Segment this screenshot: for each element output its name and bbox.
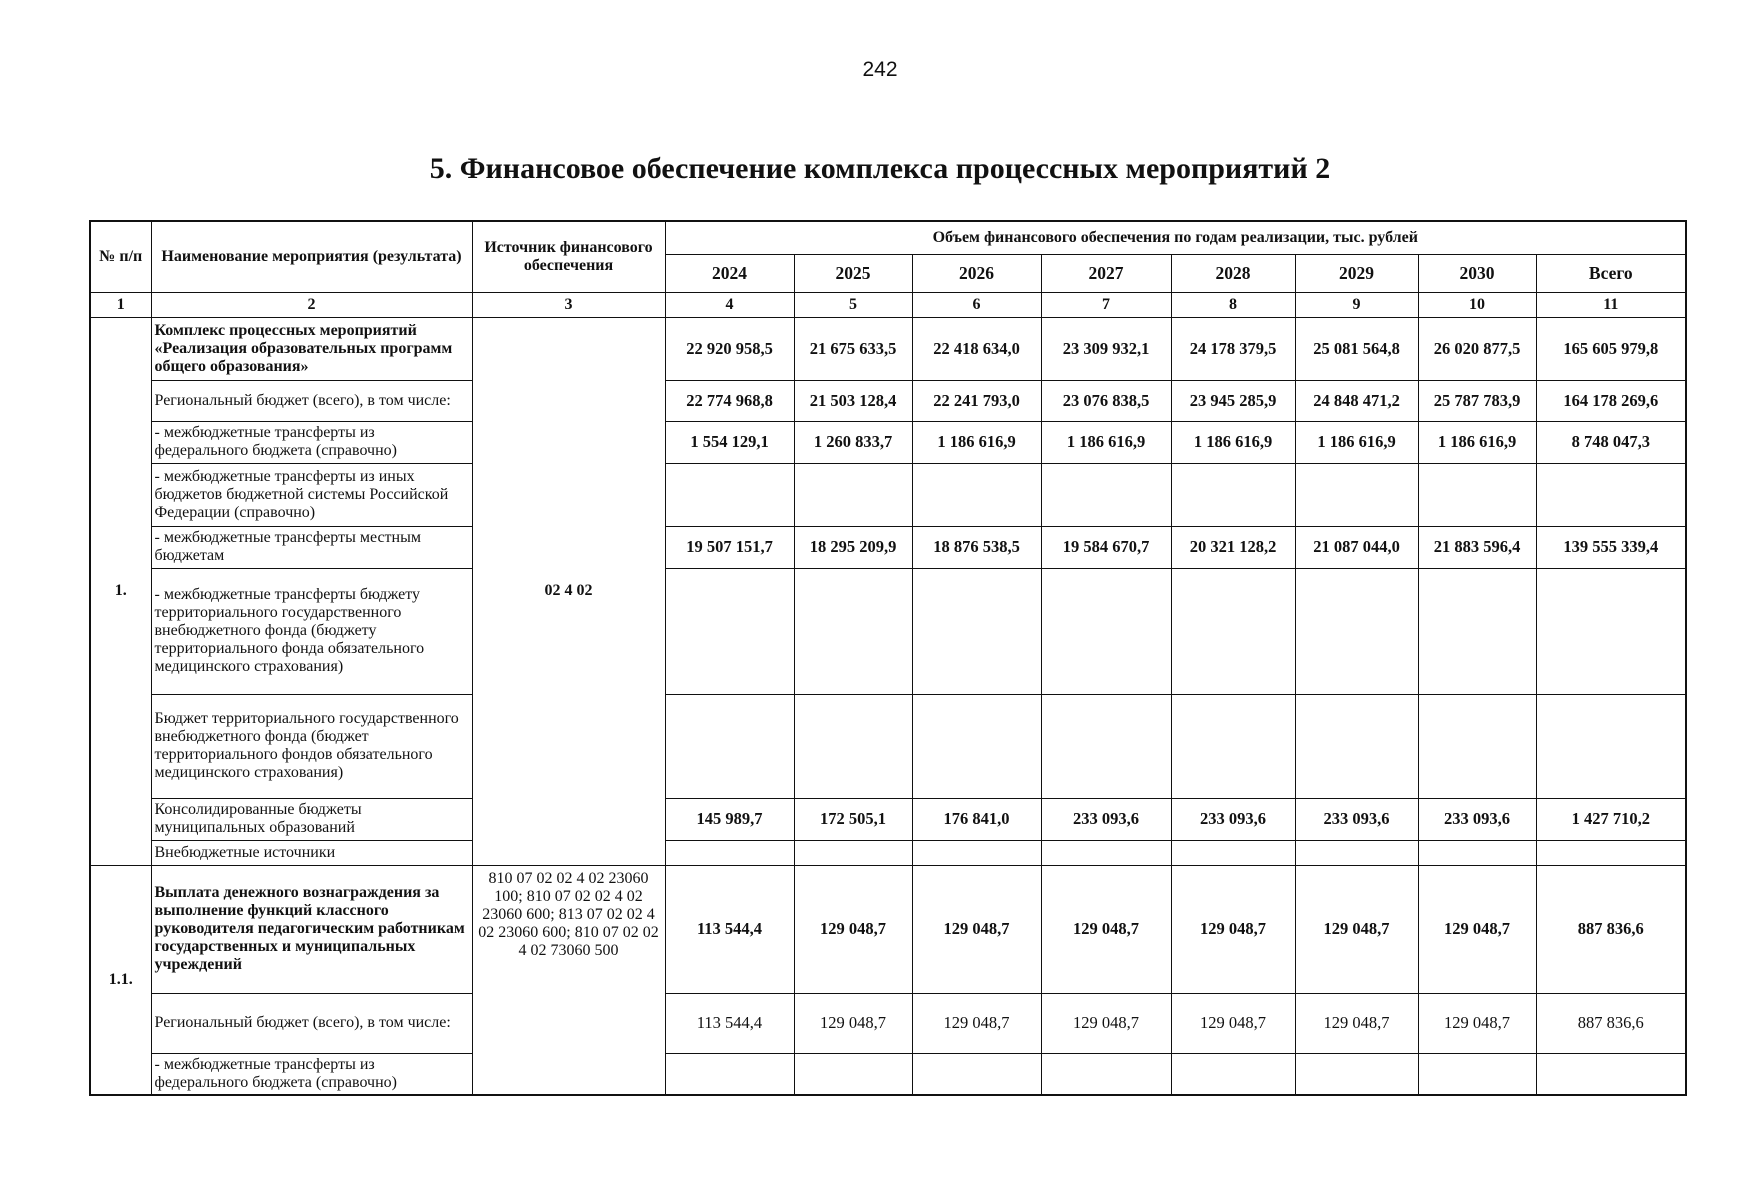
total-value — [1536, 694, 1686, 798]
row-number: 1. — [90, 317, 151, 865]
year-value: 129 048,7 — [1418, 993, 1536, 1053]
year-value — [912, 840, 1041, 865]
year-value: 26 020 877,5 — [1418, 317, 1536, 380]
year-value — [1171, 568, 1295, 694]
year-value: 20 321 128,2 — [1171, 526, 1295, 568]
activity-name: Консолидированные бюджеты муниципальных образований — [151, 798, 472, 840]
year-value: 24 848 471,2 — [1295, 380, 1418, 421]
year-value: 113 544,4 — [665, 993, 794, 1053]
year-value — [1295, 1053, 1418, 1095]
column-number: 5 — [794, 292, 912, 317]
year-value: 129 048,7 — [1171, 993, 1295, 1053]
funding-source: 810 07 02 02 4 02 23060 100; 810 07 02 02 4 02 23060 600; 813 07 02 02 4 02 23060 600; 810 07 02 02 4 02 73060 500 — [472, 865, 665, 1095]
total-value: 887 836,6 — [1536, 993, 1686, 1053]
year-value: 113 544,4 — [665, 865, 794, 993]
year-value: 21 087 044,0 — [1295, 526, 1418, 568]
header-name: Наименование мероприятия (результата) — [151, 221, 472, 292]
year-value: 1 186 616,9 — [1418, 421, 1536, 463]
year-value: 19 507 151,7 — [665, 526, 794, 568]
year-value — [1418, 840, 1536, 865]
header-source: Источник финансового обеспечения — [472, 221, 665, 292]
year-value — [912, 568, 1041, 694]
activity-name: Региональный бюджет (всего), в том числе: — [151, 993, 472, 1053]
year-value — [665, 568, 794, 694]
column-number: 11 — [1536, 292, 1686, 317]
table-row — [90, 865, 1686, 993]
year-value: 23 076 838,5 — [1041, 380, 1171, 421]
year-value: 18 295 209,9 — [794, 526, 912, 568]
funding-source: 02 4 02 — [472, 317, 665, 865]
year-value — [912, 694, 1041, 798]
activity-name: - межбюджетные трансферты из иных бюджетов бюджетной системы Российской Федерации (справочно) — [151, 463, 472, 526]
year-value: 1 554 129,1 — [665, 421, 794, 463]
year-value: 21 503 128,4 — [794, 380, 912, 421]
year-value: 22 241 793,0 — [912, 380, 1041, 421]
header-year: 2026 — [912, 254, 1041, 292]
year-value — [1041, 694, 1171, 798]
year-value: 25 787 783,9 — [1418, 380, 1536, 421]
year-value: 129 048,7 — [794, 993, 912, 1053]
year-value — [1041, 1053, 1171, 1095]
activity-name: Выплата денежного вознаграждения за выполнение функций классного руководителя педагогическим работникам государственных и муниципальных учреждений — [151, 865, 472, 993]
year-value — [1295, 840, 1418, 865]
header-year: 2028 — [1171, 254, 1295, 292]
year-value — [665, 694, 794, 798]
year-value — [794, 463, 912, 526]
year-value: 22 418 634,0 — [912, 317, 1041, 380]
year-value: 233 093,6 — [1418, 798, 1536, 840]
year-value — [1171, 694, 1295, 798]
header-num: № п/п — [90, 221, 151, 292]
year-value — [794, 568, 912, 694]
year-value: 172 505,1 — [794, 798, 912, 840]
year-value: 233 093,6 — [1041, 798, 1171, 840]
page-title: 5. Финансовое обеспечение комплекса процессных мероприятий 2 — [429, 152, 1331, 185]
total-value — [1536, 463, 1686, 526]
year-value: 1 186 616,9 — [1171, 421, 1295, 463]
total-value: 164 178 269,6 — [1536, 380, 1686, 421]
year-value: 1 260 833,7 — [794, 421, 912, 463]
year-value: 129 048,7 — [1418, 865, 1536, 993]
year-value — [1041, 568, 1171, 694]
table-row — [90, 463, 1686, 526]
activity-name: Региональный бюджет (всего), в том числе: — [151, 380, 472, 421]
year-value: 129 048,7 — [794, 865, 912, 993]
activity-name: Бюджет территориального государственного внебюджетного фонда (бюджет территориального фондов обязательного медицинского страхования) — [151, 694, 472, 798]
year-value — [794, 1053, 912, 1095]
total-value: 8 748 047,3 — [1536, 421, 1686, 463]
year-value — [794, 840, 912, 865]
year-value — [665, 1053, 794, 1095]
year-value — [1418, 694, 1536, 798]
table-row — [90, 526, 1686, 568]
year-value — [912, 1053, 1041, 1095]
year-value — [665, 840, 794, 865]
total-value: 139 555 339,4 — [1536, 526, 1686, 568]
column-number: 8 — [1171, 292, 1295, 317]
table-row — [90, 1053, 1686, 1095]
year-value: 233 093,6 — [1171, 798, 1295, 840]
year-value — [1418, 1053, 1536, 1095]
year-value — [1171, 840, 1295, 865]
header-year: 2030 — [1418, 254, 1536, 292]
total-value — [1536, 840, 1686, 865]
year-value — [1295, 694, 1418, 798]
year-value: 22 774 968,8 — [665, 380, 794, 421]
year-value: 18 876 538,5 — [912, 526, 1041, 568]
year-value: 129 048,7 — [1295, 993, 1418, 1053]
total-value — [1536, 568, 1686, 694]
year-value: 22 920 958,5 — [665, 317, 794, 380]
financing-table — [89, 220, 1687, 1096]
year-value — [912, 463, 1041, 526]
year-value: 129 048,7 — [1041, 993, 1171, 1053]
year-value: 145 989,7 — [665, 798, 794, 840]
year-value — [794, 694, 912, 798]
table-row — [90, 317, 1686, 380]
column-number: 10 — [1418, 292, 1536, 317]
year-value: 129 048,7 — [912, 993, 1041, 1053]
row-number: 1.1. — [90, 865, 151, 1095]
year-value: 129 048,7 — [1171, 865, 1295, 993]
activity-name: - межбюджетные трансферты из федерального бюджета (справочно) — [151, 1053, 472, 1095]
year-value: 23 309 932,1 — [1041, 317, 1171, 380]
column-number: 2 — [151, 292, 472, 317]
year-value: 129 048,7 — [912, 865, 1041, 993]
page-number: 242 — [862, 58, 898, 81]
activity-name: - межбюджетные трансферты бюджету территориального государственного внебюджетного фонда (бюджету территориального фонда обязательного медицинского страхования) — [151, 568, 472, 694]
year-value: 176 841,0 — [912, 798, 1041, 840]
column-number: 7 — [1041, 292, 1171, 317]
year-value: 1 186 616,9 — [1295, 421, 1418, 463]
column-number: 6 — [912, 292, 1041, 317]
table-row — [90, 694, 1686, 798]
year-value — [1171, 463, 1295, 526]
total-value — [1536, 1053, 1686, 1095]
year-value: 25 081 564,8 — [1295, 317, 1418, 380]
table-row — [90, 421, 1686, 463]
year-value: 129 048,7 — [1295, 865, 1418, 993]
year-value: 21 883 596,4 — [1418, 526, 1536, 568]
year-value — [1418, 568, 1536, 694]
year-value — [1418, 463, 1536, 526]
header-volume: Объем финансового обеспечения по годам реализации, тыс. рублей — [665, 221, 1686, 254]
header-year: 2027 — [1041, 254, 1171, 292]
year-value: 129 048,7 — [1041, 865, 1171, 993]
activity-name: Внебюджетные источники — [151, 840, 472, 865]
total-value: 887 836,6 — [1536, 865, 1686, 993]
table-row — [90, 840, 1686, 865]
year-value — [665, 463, 794, 526]
total-value: 1 427 710,2 — [1536, 798, 1686, 840]
year-value: 21 675 633,5 — [794, 317, 912, 380]
table-row — [90, 993, 1686, 1053]
year-value — [1041, 463, 1171, 526]
table-row — [90, 798, 1686, 840]
header-year: 2029 — [1295, 254, 1418, 292]
column-number: 3 — [472, 292, 665, 317]
year-value: 1 186 616,9 — [1041, 421, 1171, 463]
table-row — [90, 380, 1686, 421]
total-value: 165 605 979,8 — [1536, 317, 1686, 380]
column-number: 9 — [1295, 292, 1418, 317]
table-row — [90, 568, 1686, 694]
header-total: Всего — [1536, 254, 1686, 292]
activity-name: - межбюджетные трансферты из федерального бюджета (справочно) — [151, 421, 472, 463]
year-value — [1295, 568, 1418, 694]
year-value: 23 945 285,9 — [1171, 380, 1295, 421]
activity-name: Комплекс процессных мероприятий «Реализация образовательных программ общего образования» — [151, 317, 472, 380]
header-year: 2025 — [794, 254, 912, 292]
year-value — [1171, 1053, 1295, 1095]
year-value: 1 186 616,9 — [912, 421, 1041, 463]
year-value: 24 178 379,5 — [1171, 317, 1295, 380]
header-year: 2024 — [665, 254, 794, 292]
year-value — [1295, 463, 1418, 526]
activity-name: - межбюджетные трансферты местным бюджетам — [151, 526, 472, 568]
column-number: 4 — [665, 292, 794, 317]
year-value: 233 093,6 — [1295, 798, 1418, 840]
column-number: 1 — [90, 292, 151, 317]
year-value — [1041, 840, 1171, 865]
year-value: 19 584 670,7 — [1041, 526, 1171, 568]
